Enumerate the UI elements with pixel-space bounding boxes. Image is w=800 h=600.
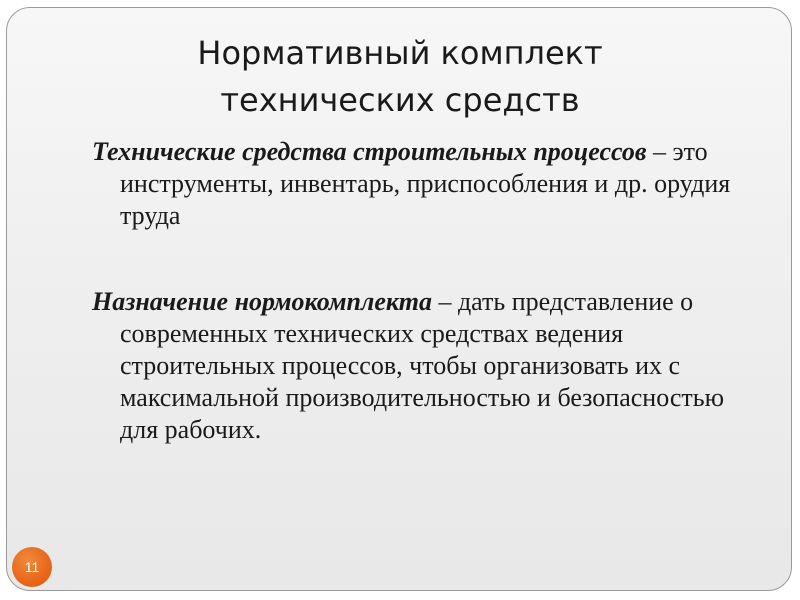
paragraph-purpose-dash: –: [431, 287, 458, 316]
paragraph-purpose-term: Назначение нормокомплекта: [92, 287, 432, 316]
slide-title-line-2: технических средств: [220, 81, 580, 119]
paragraph-definition: [92, 136, 740, 232]
slide-number-badge: 11: [12, 547, 52, 587]
paragraph-definition-term: Технические средства строительных процессов: [92, 137, 647, 166]
slide-title: [7, 30, 793, 124]
paragraph-definition-text: это инструменты, инвентарь, приспособления и др. орудия труда: [120, 137, 731, 230]
slide-title-line-1: Нормативный комплект: [197, 34, 603, 72]
slide: [6, 7, 792, 591]
paragraph-purpose-text: дать представление о современных технических средствах ведения строительных процессов, чтобы организовать их с максимальной производительностью и безопасностью для рабочих.: [120, 287, 725, 444]
paragraph-purpose: [92, 286, 740, 446]
paragraph-definition-dash: –: [646, 137, 673, 166]
